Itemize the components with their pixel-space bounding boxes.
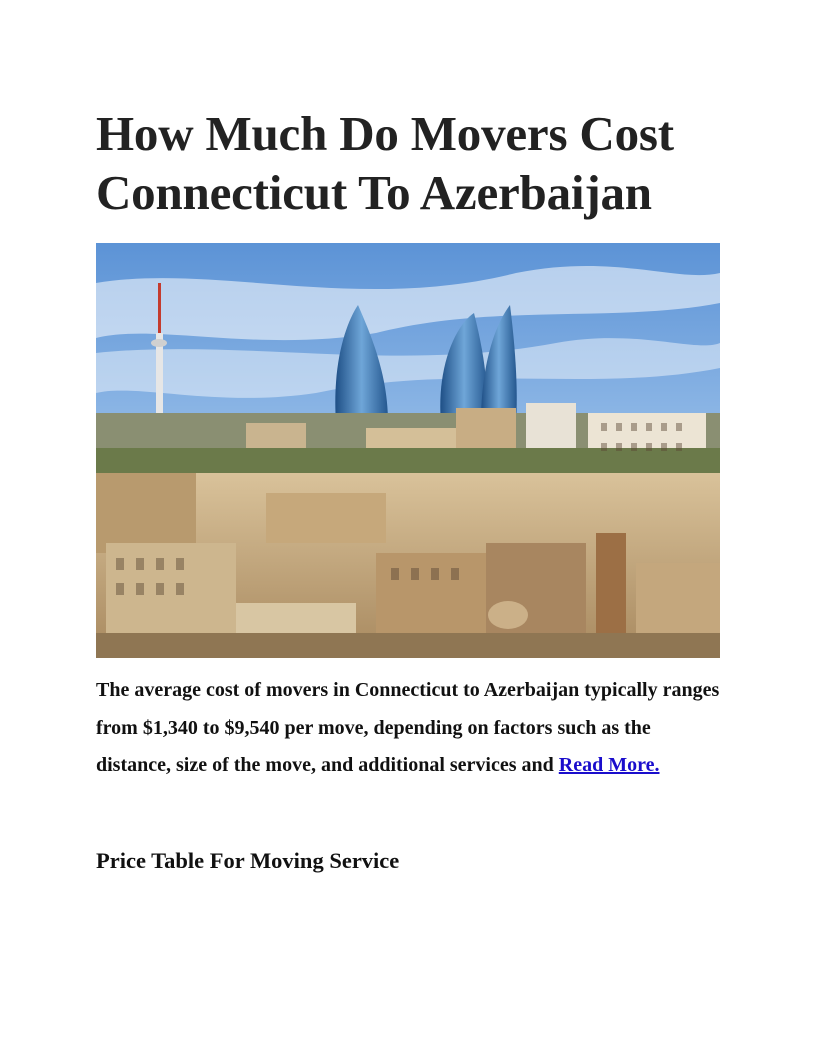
title-line-2: Connecticut To Azerbaijan [96,165,652,220]
page-title [96,104,720,222]
intro-paragraph [96,672,720,785]
section-heading: Price Table For Moving Service [96,848,400,873]
title-line-1: How Much Do Movers Cost [96,106,674,161]
read-more-link[interactable]: Read More. [558,754,660,776]
intro-text: The average cost of movers in Connecticut to Azerbaijan typically ranges from $1,340 to $9,540 per move, depending on factors such as the distance, size of the move, and additional services and [96,679,720,776]
city-skyline-photo [96,243,720,658]
